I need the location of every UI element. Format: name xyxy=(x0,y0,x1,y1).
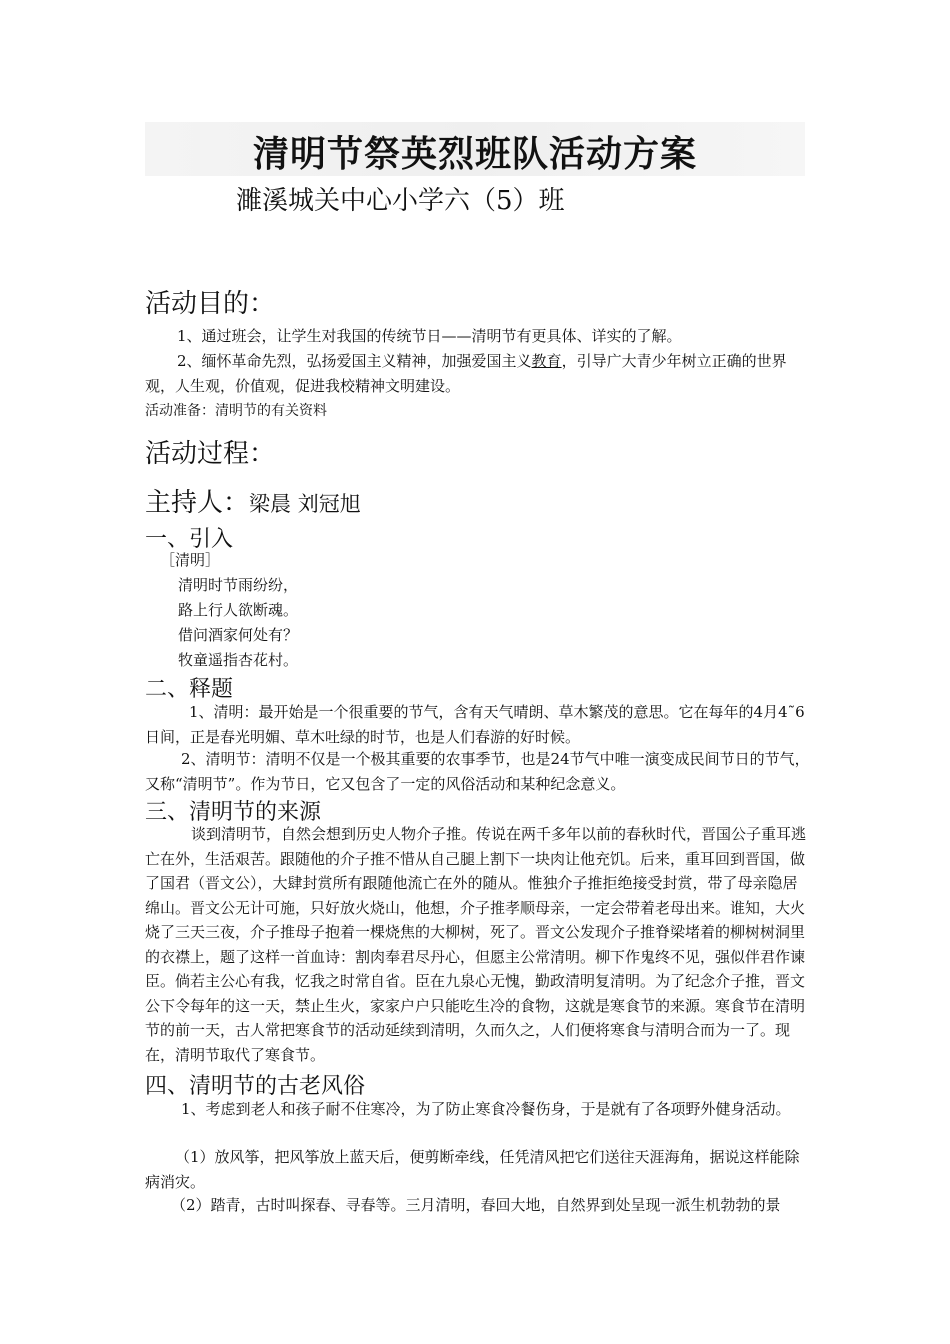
preparation-text: 活动准备：清明节的有关资料 xyxy=(145,403,327,419)
host-line xyxy=(145,482,361,519)
host-label: 主持人： xyxy=(145,488,250,518)
education-link[interactable]: 教育 xyxy=(531,352,562,370)
section-4-paragraph-3: （2）踏青，古时叫探春、寻春等。三月清明，春回大地，自然界到处呈现一派生机勃勃的景 xyxy=(171,1196,781,1214)
section-2-heading: 二、释题 xyxy=(145,677,234,702)
poem-line-2: 路上行人欲断魂。 xyxy=(178,601,299,619)
section-3-paragraph: 谈到清明节，自然会想到历史人物介子推。传说在两千多年以前的春秋时代，晋国公子重耳逃亡在外，生活艰苦。跟随他的介子推不惜从自己腿上割下一块肉让他充饥。后来，重耳回到晋国，做了国君（晋文公），大肆封赏所有跟随他流亡在外的随从。惟独介子推拒绝接受封赏，带了母亲隐居绵山。晋文公无计可施，只好放火烧山，他想，介子推孝顺母亲，一定会带着老母出来。谁知，大火烧了三天三夜，介子推母子抱着一棵烧焦的大柳树，死了。晋文公发现介子推脊梁堵着的柳树树洞里的衣襟上，题了这样一首血诗：割肉奉君尽丹心，但愿主公常清明。柳下作鬼终不见，强似伴君作谏臣。倘若主公心有我，忆我之时常自省。臣在九泉心无愧，勤政清明复清明。为了纪念介子推，晋文公下令每年的这一天，禁止生火，家家户户只能吃生冷的食物，这就是寒食节的来源。寒食节在清明节的前一天，古人常把寒食节的活动延续到清明，久而久之，人们便将寒食与清明合而为一了。现在，清明节取代了寒食节。 xyxy=(145,825,807,1064)
purpose-item-2-text: 2、缅怀革命先烈，弘扬爱国主义精神，加强爱国主义 xyxy=(177,352,532,370)
purpose-item-2-rest: ，引导广大青少年树立正确的世界观，人生观，价值观，促进我校精神文明建设。 xyxy=(145,352,787,395)
poem-line-1: 清明时节雨纷纷， xyxy=(178,576,299,594)
purpose-item-1: 1、通过班会，让学生对我国的传统节日——清明节有更具体、详实的了解。 xyxy=(177,327,682,345)
page-subtitle: 濉溪城关中心小学六（5）班 xyxy=(236,186,565,216)
page-title: 清明节祭英烈班队活动方案 xyxy=(252,133,697,175)
process-heading: 活动过程： xyxy=(145,439,276,469)
section-2-paragraph-2: 2、清明节：清明不仅是一个极其重要的农事季节，也是24节气中唯一演变成民间节日的节气，又称“清明节”。作为节日，它又包含了一定的风俗活动和某种纪念意义。 xyxy=(145,750,810,793)
purpose-item-2 xyxy=(145,349,810,398)
host-names: 梁晨 刘冠旭 xyxy=(249,492,361,516)
purpose-heading: 活动目的： xyxy=(145,289,276,319)
section-1-heading: 一、引入 xyxy=(145,527,234,552)
poem-line-4: 牧童遥指杏花村。 xyxy=(178,651,299,669)
poem-title: ［清明］ xyxy=(160,551,221,569)
section-4-paragraph-2: （1）放风筝，把风筝放上蓝天后，便剪断牵线，任凭清风把它们送往天涯海角，据说这样能除病消灾。 xyxy=(145,1148,800,1191)
section-4-heading: 四、清明节的古老风俗 xyxy=(145,1074,366,1099)
section-3-heading: 三、清明节的来源 xyxy=(145,800,322,825)
poem-line-3: 借问酒家何处有？ xyxy=(178,626,299,644)
section-4-paragraph-1: 1、考虑到老人和孩子耐不住寒冷，为了防止寒食冷餐伤身，于是就有了各项野外健身活动。 xyxy=(181,1100,791,1118)
section-2-paragraph-1: 1、清明：最开始是一个很重要的节气，含有天气晴朗、草木繁茂的意思。它在每年的4月4˜6日间，正是春光明媚、草木吐绿的时节，也是人们春游的好时候。 xyxy=(145,703,805,746)
